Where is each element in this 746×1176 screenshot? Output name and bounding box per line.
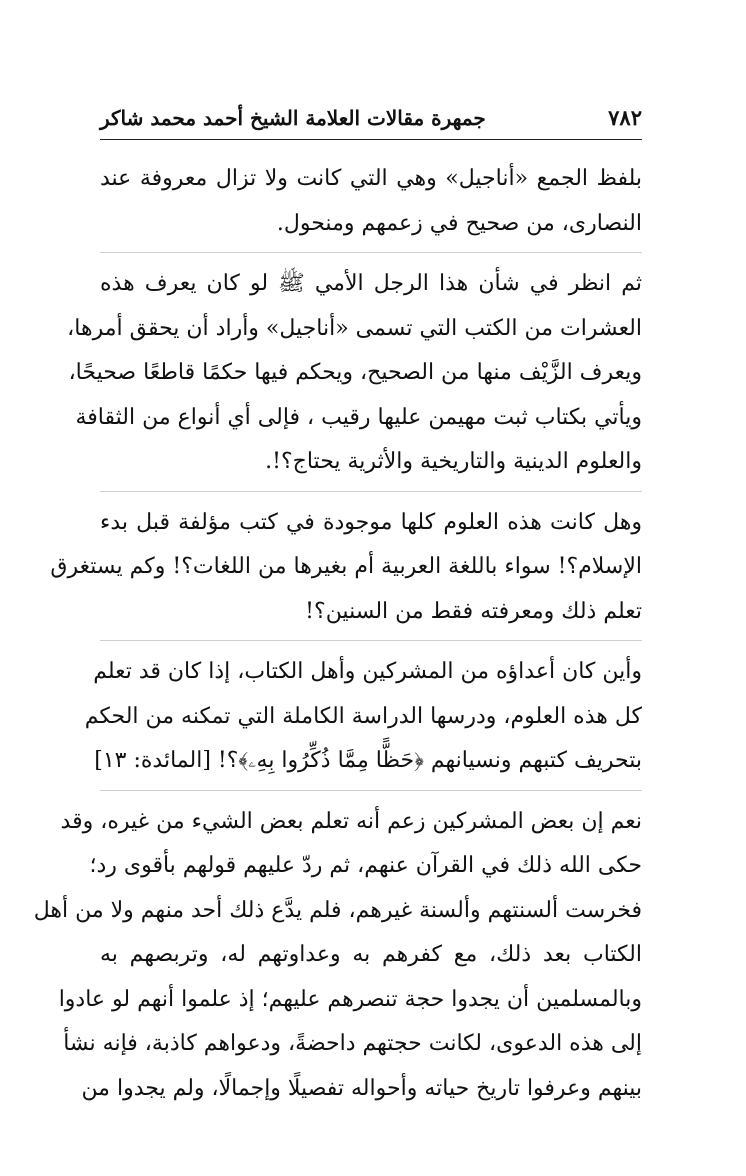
text-line: الكتاب بعد ذلك، مع كفرهم به وعداوتهم له، وتربصهم به — [100, 942, 642, 967]
text-line: ثم انظر في شأن هذا الرجل الأمي ﷺ لو كان يعرف هذه — [100, 271, 642, 296]
text-line: ويأتي بكتاب ثبت مهيمن عليها رقيب ، فإلى أي أنواع من الثقافة — [75, 404, 642, 430]
text-line: وبالمسلمين أن يجدوا حجة تنصرهم عليهم؛ إذ علموا أنهم لو عادوا — [58, 986, 642, 1012]
paragraph-divider — [100, 640, 642, 641]
text-line: كل هذه العلوم، ودرسها الدراسة الكاملة التي تمكنه من الحكم — [84, 703, 642, 729]
paragraph-2 — [67, 262, 642, 485]
text-line: تعلم ذلك ومعرفته فقط من السنين؟! — [305, 598, 642, 624]
text-line: وهل كانت هذه العلوم كلها موجودة في كتب مؤلفة قبل بدء — [100, 509, 642, 535]
text-line: وأين كان أعداؤه من المشركين وأهل الكتاب، إذا كان قد تعلم — [93, 659, 642, 684]
paragraph-divider — [100, 790, 642, 791]
paragraph-divider — [100, 252, 642, 253]
running-title: جمهرة مقالات العلامة الشيخ أحمد محمد شاكر — [100, 106, 486, 130]
paragraph-5 — [33, 800, 642, 1112]
paragraph-4 — [84, 650, 642, 784]
text-line: النصارى، من صحيح في زعمهم ومنحول. — [276, 210, 642, 236]
text-line: العشرات من الكتب التي تسمى «أناجيل» وأراد أن يحقق أمرها، — [67, 315, 642, 341]
text-line: بينهم وعرفوا تاريخ حياته وأحواله تفصيلًا وإجمالًا، ولم يجدوا من — [81, 1075, 642, 1101]
text-line: نعم إن بعض المشركين زعم أنه تعلم بعض الشيء من غيره، وقد — [60, 808, 642, 834]
text-line: الإسلام؟! سواء باللغة العربية أم بغيرها من اللغات؟! وكم يستغرق — [50, 554, 642, 579]
page-header — [100, 103, 642, 133]
text-line: ويعرف الزَّيْف منها من الصحيح، ويحكم فيها حكمًا قاطعًا صحيحًا، — [68, 360, 642, 385]
text-line: والعلوم الدينية والتاريخية والأثرية يحتاج؟!. — [265, 449, 642, 474]
text-line: إلى هذه الدعوى، لكانت حجتهم داحضةً، ودعواهم كاذبة، فإنه نشأ — [63, 1031, 642, 1056]
paragraph-1 — [100, 157, 642, 246]
paragraph-3 — [50, 501, 642, 635]
text-line: بلفظ الجمع «أناجيل» وهي التي كانت ولا تزال معروفة عند — [100, 166, 642, 191]
page-number: ٧٨٢ — [608, 105, 642, 130]
quran-citation-line: بتحريف كتبهم ونسيانهم ﴿حَظًّا مِمَّا ذُكِّرُوا بِهِۦ﴾؟! [المائدة: ١٣] — [94, 748, 642, 773]
header-rule — [100, 139, 642, 140]
paragraph-divider — [100, 491, 642, 492]
text-line: حكى الله ذلك في القرآن عنهم، ثم ردّ عليهم قولهم بأقوى رد؛ — [89, 853, 642, 878]
text-line: فخرست ألسنتهم وألسنة غيرهم، فلم يدَّع ذلك أحد منهم ولا من أهل — [33, 897, 642, 923]
body-text — [33, 157, 642, 1111]
